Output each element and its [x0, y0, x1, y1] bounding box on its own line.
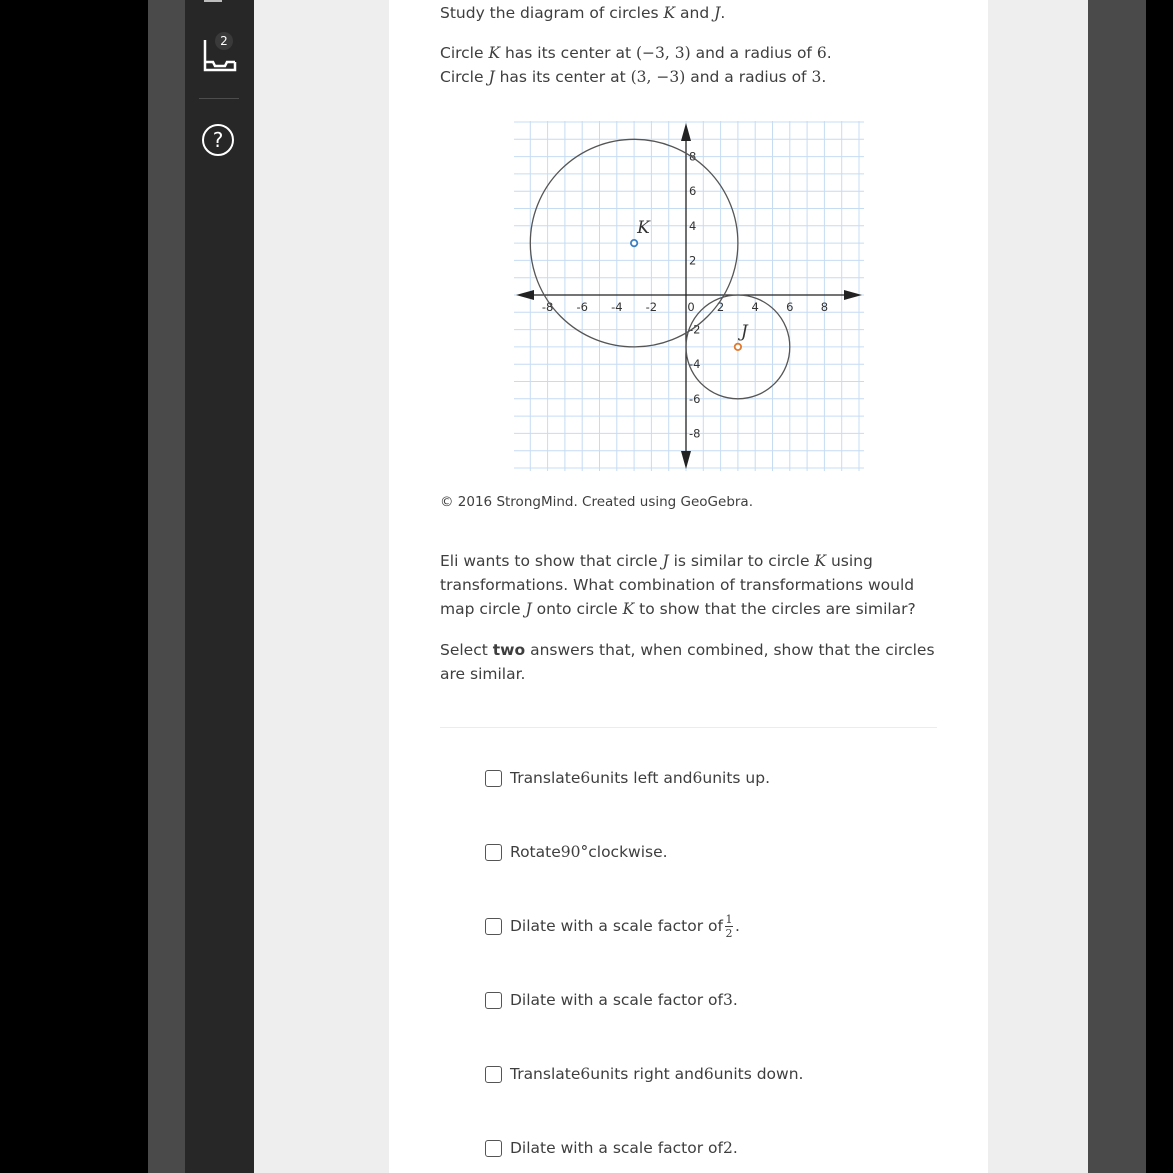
- center-point-j: [735, 344, 741, 350]
- checkbox[interactable]: [485, 1140, 502, 1157]
- center-label-k: K: [637, 218, 650, 239]
- x-tick-label: 0: [687, 300, 695, 314]
- page-background-right: [988, 0, 1088, 1173]
- y-tick-label: -8: [689, 426, 701, 441]
- x-tick-label: -8: [541, 300, 554, 314]
- y-axis-arrow-down: [681, 451, 691, 469]
- sidebar: [185, 0, 254, 1173]
- checkbox[interactable]: [485, 1066, 502, 1083]
- center-label-j: J: [740, 321, 748, 342]
- y-tick-label: -4: [689, 357, 701, 372]
- right-gutter: [1088, 0, 1146, 1173]
- x-tick-label: 6: [786, 300, 794, 314]
- x-tick-label: -2: [645, 300, 658, 314]
- center-point-k: [631, 240, 637, 246]
- option-dilate-3[interactable]: Dilate with a scale factor of 3 .: [485, 987, 738, 1013]
- option-dilate-2[interactable]: Dilate with a scale factor of 2 .: [485, 1135, 738, 1161]
- option-translate-left-up[interactable]: Translate 6 units left and 6 units up.: [485, 765, 770, 791]
- y-tick-label: 4: [689, 218, 697, 233]
- sidebar-separator: [199, 98, 239, 99]
- y-tick-label: 8: [689, 149, 697, 164]
- x-tick-label: -6: [576, 300, 588, 314]
- y-axis-arrow-up: [681, 123, 691, 141]
- x-tick-label: 4: [751, 300, 759, 314]
- divider: [440, 727, 937, 728]
- sidebar-top-marker: [204, 0, 222, 2]
- checkbox[interactable]: [485, 918, 502, 935]
- question-panel: [389, 0, 988, 1173]
- option-dilate-half[interactable]: Dilate with a scale factor of $\frac{1}{2}$ .: [485, 913, 740, 939]
- copyright-caption: © 2016 StrongMind. Created using GeoGebra.: [440, 494, 753, 510]
- x-tick-label: -4: [611, 300, 623, 314]
- select-instruction: Select two answers that, when combined, show that the circles: [440, 641, 935, 659]
- select-instruction-line-2: are similar.: [440, 665, 526, 683]
- prompt-line-1: Eli wants to show that circle J is similar to circle K using: [440, 552, 873, 570]
- x-tick-label: 2: [716, 300, 725, 314]
- notification-badge: 2: [215, 32, 233, 50]
- circle-k-description: Circle K has its center at (−3, 3) and a radius of 6.: [440, 44, 832, 62]
- fraction-one-half: $\frac{1}{2}$: [725, 912, 733, 940]
- x-tick-label: 8: [820, 300, 829, 314]
- y-tick-label: -2: [689, 322, 701, 337]
- checkbox[interactable]: [485, 992, 502, 1009]
- prompt-line-2: transformations. What combination of transformations would: [440, 576, 915, 594]
- left-gutter: [148, 0, 185, 1173]
- y-tick-label: 6: [689, 184, 697, 199]
- checkbox[interactable]: [485, 844, 502, 861]
- checkbox[interactable]: [485, 770, 502, 787]
- intro-text: Study the diagram of circles K and J.: [440, 4, 726, 22]
- page-background-left: [254, 0, 389, 1173]
- coordinate-graph: [514, 121, 864, 471]
- x-axis-arrow-left: [516, 290, 534, 300]
- circle-j-description: Circle J has its center at (3, −3) and a radius of 3.: [440, 68, 827, 86]
- option-rotate-90[interactable]: Rotate 90° clockwise.: [485, 839, 668, 865]
- option-translate-right-down[interactable]: Translate 6 units right and 6 units down.: [485, 1061, 803, 1087]
- y-tick-label: -6: [689, 391, 701, 406]
- y-tick-label: 2: [689, 253, 697, 268]
- prompt-line-3: map circle J onto circle K to show that the circles are similar?: [440, 600, 916, 618]
- help-icon[interactable]: ?: [202, 124, 234, 156]
